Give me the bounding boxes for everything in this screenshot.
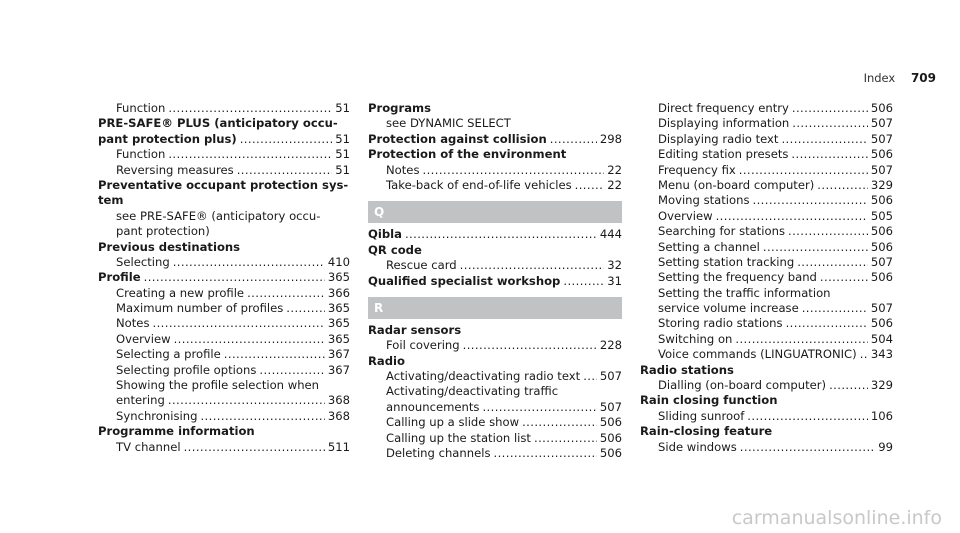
dot-leader (817, 178, 868, 193)
entry-text: Storing radio stations (658, 316, 783, 331)
section-letter: R (368, 297, 622, 319)
page-ref[interactable]: 507 (870, 254, 893, 269)
entry-text: Take-back of end-of-life vehicles (386, 177, 572, 192)
dot-leader (740, 440, 875, 455)
page-ref[interactable]: 329 (870, 177, 893, 192)
entry-text: Activating/deactivating radio text (386, 369, 581, 384)
dot-leader (184, 440, 325, 455)
index-subentry[interactable] (640, 440, 893, 455)
index-subentry[interactable] (98, 440, 350, 455)
entry-text: Function (116, 147, 166, 162)
entry-text: Frequency fix (658, 162, 736, 177)
dot-leader (259, 363, 324, 378)
page-ref[interactable]: 504 (870, 331, 893, 346)
entry-text: entering (116, 393, 165, 408)
entry-text: Direct frequency entry (658, 101, 789, 115)
entry-text: Maximum number of profiles (116, 301, 284, 316)
index-subentry[interactable] (640, 409, 893, 424)
index-subentry[interactable] (640, 332, 893, 347)
entry-text: Radar sensors (368, 322, 462, 337)
page-ref[interactable]: 51 (335, 147, 350, 162)
entry-text: Rain-closing feature (640, 424, 773, 439)
page-ref[interactable]: 368 (327, 408, 350, 423)
page-ref[interactable]: 507 (870, 301, 893, 316)
dot-leader (522, 415, 597, 430)
page-ref[interactable]: 506 (870, 224, 893, 239)
entry-text: see DYNAMIC SELECT (386, 116, 511, 131)
dot-leader (753, 193, 868, 208)
index-entry (98, 424, 350, 439)
index-subentry[interactable] (640, 255, 893, 270)
index-subentry (98, 378, 350, 393)
entry-text: Dialling (on-board computer) (658, 378, 827, 393)
page-ref[interactable]: 365 (327, 331, 350, 346)
dot-leader (423, 163, 605, 178)
entry-text: Function (116, 101, 166, 115)
index-subentry[interactable] (640, 209, 893, 224)
entry-text: Preventative occupant protection sys- (98, 177, 349, 192)
index-subentry[interactable] (640, 132, 893, 147)
entry-text: Synchronising (116, 408, 198, 423)
entry-text: Deleting channels (386, 446, 491, 461)
entry-text: Notes (386, 162, 420, 177)
index-subentry[interactable] (368, 415, 622, 430)
entry-text: Selecting (116, 254, 170, 269)
index-subentry[interactable] (640, 347, 893, 362)
dot-leader (829, 378, 868, 393)
entry-text: Setting station tracking (658, 254, 795, 269)
dot-leader (405, 227, 597, 242)
index-subentry[interactable] (98, 347, 350, 362)
entry-text: Rain closing function (640, 393, 778, 408)
index-subentry (640, 286, 893, 301)
entry-text: Switching on (658, 331, 733, 346)
dot-leader (781, 132, 867, 147)
dot-leader (575, 178, 605, 193)
index-subentry[interactable] (98, 101, 350, 116)
index-entry (98, 178, 350, 193)
dot-leader (247, 286, 325, 301)
index-subentry[interactable] (640, 301, 893, 316)
entry-text: pant protection plus) (98, 131, 237, 146)
page-ref[interactable]: 343 (870, 347, 893, 362)
entry-text: Voice commands (LINGUATRONIC) (658, 347, 857, 362)
index-column-3 (640, 101, 893, 455)
index-subentry (368, 116, 622, 131)
page-ref[interactable]: 506 (870, 101, 893, 115)
watermark: carmanualsonline.info (731, 507, 942, 529)
index-subentry[interactable] (98, 409, 350, 424)
dot-leader (168, 101, 332, 116)
dot-leader (797, 255, 868, 270)
index-entry[interactable] (368, 132, 622, 147)
dot-leader (534, 431, 597, 446)
index-entry (368, 101, 622, 116)
index-subentry[interactable] (368, 400, 622, 415)
index-entry (368, 147, 622, 162)
dot-leader (224, 347, 325, 362)
entry-text: Searching for stations (658, 224, 786, 239)
index-entry (368, 243, 622, 258)
dot-leader (237, 163, 333, 178)
page-ref[interactable]: 506 (870, 316, 893, 331)
entry-text: Setting a channel (658, 239, 760, 254)
page-ref[interactable]: 365 (327, 301, 350, 316)
entry-text: Setting the traffic information (658, 285, 831, 300)
index-subentry[interactable] (368, 338, 622, 353)
index-subentry[interactable] (98, 301, 350, 316)
dot-leader (716, 209, 868, 224)
entry-text: Activating/deactivating traffic (386, 384, 559, 399)
entry-text: Foil covering (386, 338, 460, 353)
index-entry (368, 323, 622, 338)
index-subentry (98, 209, 350, 224)
page-ref[interactable]: 365 (327, 270, 350, 285)
index-entry (368, 354, 622, 369)
index-entry (98, 116, 350, 131)
index-subentry[interactable] (98, 255, 350, 270)
index-entry (640, 363, 893, 378)
entry-text: Qualified specialist workshop (368, 273, 561, 288)
dot-leader (860, 347, 868, 362)
dot-leader (786, 316, 868, 331)
entry-text: Menu (on-board computer) (658, 177, 815, 192)
entry-text: service volume increase (658, 301, 799, 316)
index-subentry[interactable] (368, 163, 622, 178)
page-ref[interactable]: 32 (607, 258, 622, 273)
index-subentry[interactable] (640, 378, 893, 393)
dot-leader (763, 240, 868, 255)
index-subentry[interactable] (368, 431, 622, 446)
dot-leader (168, 393, 325, 408)
page-ref[interactable]: 505 (870, 208, 893, 223)
entry-text: Profile (98, 270, 141, 285)
entry-text: Calling up a slide show (386, 415, 520, 430)
index-subentry (98, 224, 350, 239)
dot-leader (200, 409, 324, 424)
index-subentry[interactable] (640, 240, 893, 255)
page-ref[interactable]: 506 (870, 193, 893, 208)
page-ref[interactable]: 507 (870, 162, 893, 177)
index-subentry[interactable] (640, 116, 893, 131)
dot-leader (788, 224, 868, 239)
entry-text: TV channel (116, 439, 181, 454)
index-subentry[interactable] (640, 193, 893, 208)
entry-text: Moving stations (658, 193, 750, 208)
entry-text: tem (98, 193, 124, 208)
entry-text: Showing the profile selection when (116, 378, 320, 393)
entry-text: Radio (368, 353, 405, 368)
index-subentry[interactable] (640, 163, 893, 178)
section-letter: Q (368, 201, 622, 223)
index-subentry[interactable] (368, 446, 622, 461)
dot-leader (583, 369, 597, 384)
entry-text: Previous destinations (98, 239, 241, 254)
page-ref[interactable]: 507 (599, 369, 622, 384)
entry-text: Sliding sunroof (658, 408, 745, 423)
page-ref[interactable]: 22 (607, 177, 622, 192)
entry-text: Notes (116, 316, 150, 331)
dot-leader (747, 409, 868, 424)
dot-leader (153, 316, 325, 331)
page-ref[interactable]: 51 (335, 131, 350, 146)
entry-text: Overview (116, 331, 171, 346)
dot-leader (792, 116, 868, 131)
page-ref[interactable]: 367 (327, 347, 350, 362)
entry-text: Displaying radio text (658, 131, 779, 146)
page-ref[interactable]: 329 (870, 378, 893, 393)
page-ref[interactable]: 507 (870, 131, 893, 146)
dot-leader (563, 274, 604, 289)
entry-text: Selecting a profile (116, 347, 221, 362)
index-subentry[interactable] (98, 393, 350, 408)
entry-text: Displaying information (658, 116, 790, 131)
page-ref[interactable]: 51 (335, 162, 350, 177)
dot-leader (460, 258, 605, 273)
index-entry[interactable] (368, 274, 622, 289)
dot-leader (482, 400, 596, 415)
index-entry (640, 393, 893, 408)
index-subentry[interactable] (640, 101, 893, 116)
dot-leader (144, 270, 325, 285)
index-subentry[interactable] (98, 363, 350, 378)
entry-text: Overview (658, 208, 713, 223)
entry-text: PRE-SAFE® PLUS (anticipatory occu- (98, 116, 338, 131)
page-ref[interactable]: 506 (599, 415, 622, 430)
entry-text: pant protection) (116, 224, 210, 239)
page-ref[interactable]: 511 (327, 439, 350, 454)
index-label: Index (863, 71, 896, 85)
page-ref[interactable]: 51 (335, 101, 350, 115)
dot-leader (735, 332, 867, 347)
page-ref[interactable]: 365 (327, 316, 350, 331)
entry-text: Creating a new profile (116, 285, 245, 300)
index-column-2 (368, 101, 622, 461)
page-ref[interactable]: 506 (599, 430, 622, 445)
page-ref[interactable]: 506 (599, 446, 622, 461)
index-subentry[interactable] (368, 369, 622, 384)
index-subentry[interactable] (98, 332, 350, 347)
dot-leader (173, 255, 325, 270)
page-ref[interactable]: 444 (599, 227, 622, 242)
index-subentry[interactable] (640, 270, 893, 285)
page-ref[interactable]: 507 (870, 116, 893, 131)
page-ref[interactable]: 99 (878, 439, 893, 454)
index-subentry[interactable] (640, 224, 893, 239)
dot-leader (174, 332, 325, 347)
page-ref[interactable]: 506 (870, 147, 893, 162)
entry-text: Programme information (98, 424, 255, 439)
index-subentry[interactable] (368, 258, 622, 273)
index-subentry[interactable] (98, 316, 350, 331)
entry-text: Qibla (368, 227, 402, 242)
entry-text: Setting the frequency band (658, 270, 817, 285)
dot-leader (820, 270, 868, 285)
index-entry (640, 424, 893, 439)
dot-leader (168, 147, 332, 162)
page-header (864, 71, 936, 85)
index-subentry[interactable] (640, 147, 893, 162)
dot-leader (802, 301, 868, 316)
index-subentry[interactable] (98, 286, 350, 301)
entry-text: Protection of the environment (368, 147, 567, 162)
dot-leader (463, 338, 597, 353)
entry-text: Rescue card (386, 258, 457, 273)
page-ref[interactable]: 228 (599, 338, 622, 353)
index-entry[interactable] (368, 227, 622, 242)
page-ref[interactable]: 106 (870, 408, 893, 423)
dot-leader (739, 163, 868, 178)
page-ref[interactable]: 368 (327, 393, 350, 408)
index-column-1 (98, 101, 350, 455)
index-subentry (368, 384, 622, 399)
index-subentry[interactable] (368, 178, 622, 193)
index-entry[interactable] (98, 132, 350, 147)
page-ref[interactable]: 410 (327, 254, 350, 269)
page-ref[interactable]: 506 (870, 270, 893, 285)
page-ref[interactable]: 22 (607, 162, 622, 177)
index-subentry[interactable] (640, 178, 893, 193)
entry-text: announcements (386, 399, 480, 414)
index-subentry[interactable] (98, 163, 350, 178)
entry-text: Side windows (658, 439, 737, 454)
index-subentry[interactable] (640, 316, 893, 331)
entry-text: Reversing measures (116, 162, 234, 177)
page-ref[interactable]: 31 (607, 273, 622, 288)
entry-text: Editing station presets (658, 147, 789, 162)
page-ref[interactable]: 507 (599, 399, 622, 414)
entry-text: see PRE-SAFE® (anticipatory occu- (116, 208, 321, 223)
index-entry (98, 193, 350, 208)
dot-leader (494, 446, 597, 461)
index-entry[interactable] (98, 270, 350, 285)
entry-text: QR code (368, 242, 422, 257)
index-entry (98, 240, 350, 255)
page-ref[interactable]: 298 (599, 131, 622, 146)
dot-leader (240, 132, 333, 147)
page-number: 709 (910, 71, 936, 85)
dot-leader (286, 301, 325, 316)
page-ref[interactable]: 367 (327, 362, 350, 377)
dot-leader (791, 147, 867, 162)
entry-text: Calling up the station list (386, 430, 531, 445)
dot-leader (792, 101, 868, 116)
dot-leader (550, 132, 597, 147)
entry-text: Programs (368, 101, 432, 115)
page-ref[interactable]: 366 (327, 285, 350, 300)
index-subentry[interactable] (98, 147, 350, 162)
entry-text: Protection against collision (368, 131, 547, 146)
entry-text: Radio stations (640, 362, 734, 377)
entry-text: Selecting profile options (116, 362, 257, 377)
page-ref[interactable]: 506 (870, 239, 893, 254)
